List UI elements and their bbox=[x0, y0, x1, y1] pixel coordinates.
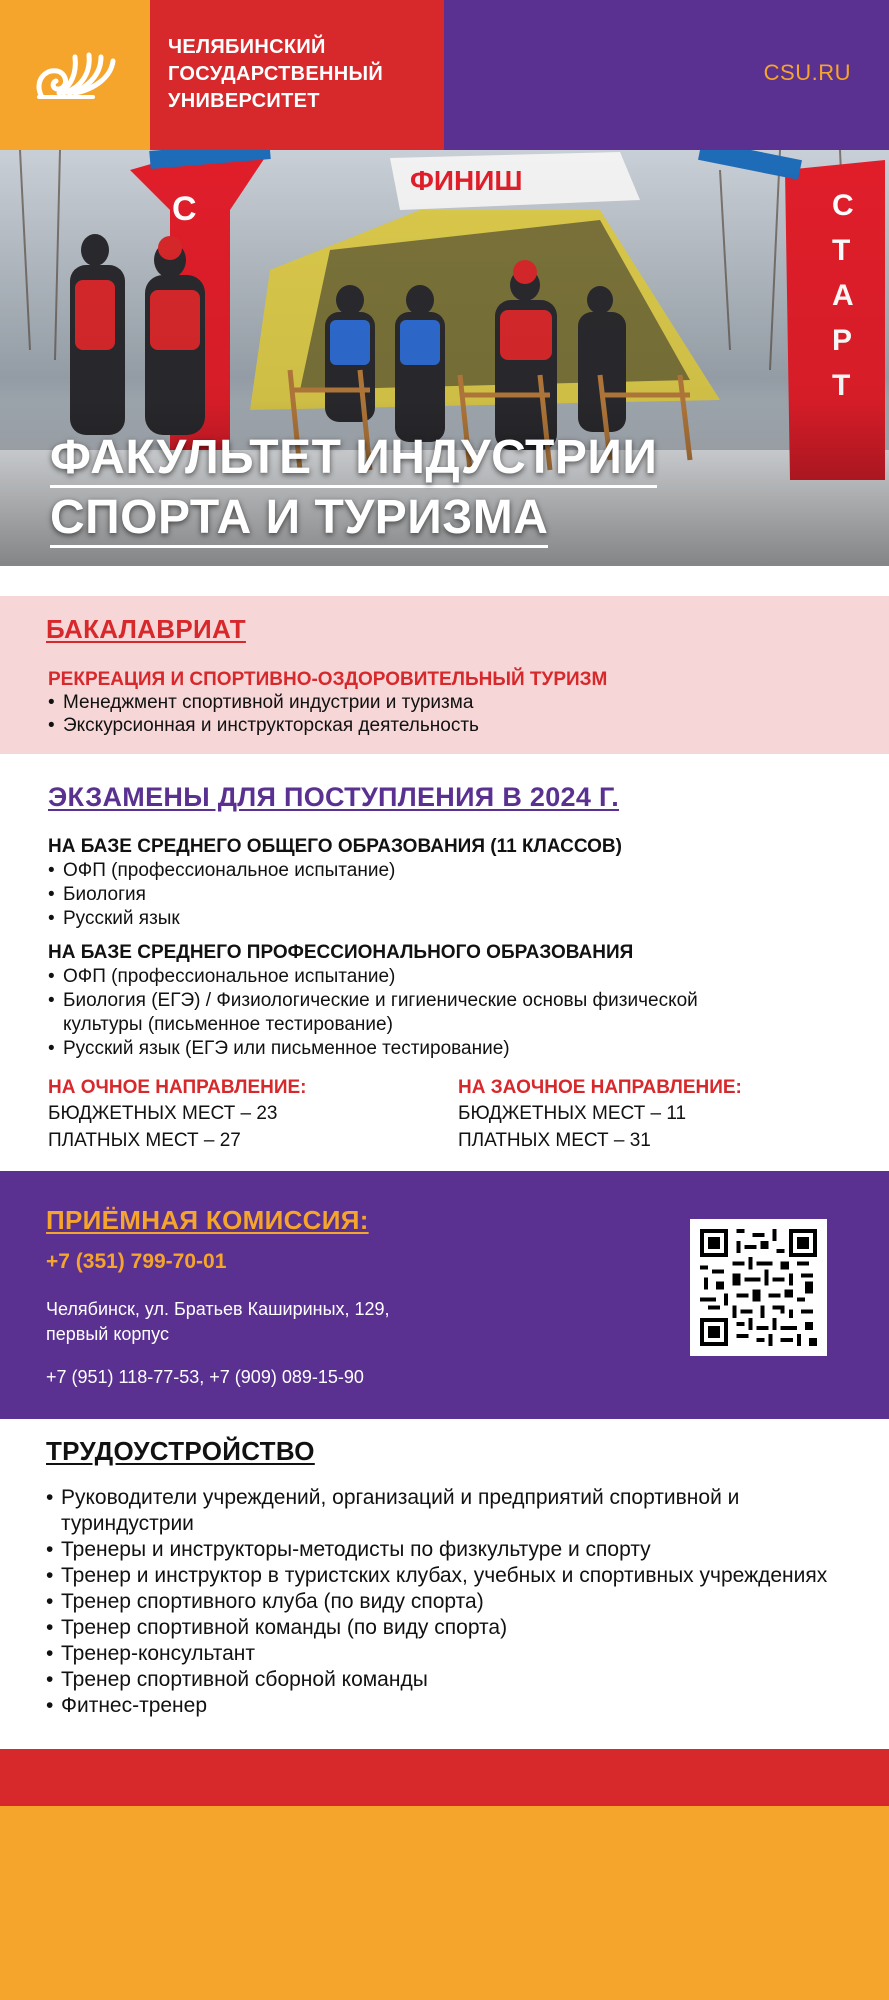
faculty-title-line: СПОРТА И ТУРИЗМА bbox=[50, 491, 548, 548]
fulltime-plan bbox=[48, 1076, 458, 1154]
list-item: • Тренер спортивного клуба (по виду спорта) bbox=[46, 1589, 866, 1615]
fulltime-budget: БЮДЖЕТНЫХ МЕСТ – 23 bbox=[48, 1103, 278, 1124]
list-item: • Тренер спортивной команды (по виду спорта) bbox=[46, 1615, 866, 1641]
employment-section bbox=[46, 1436, 866, 1719]
admission-phone-link[interactable]: +7 (351) 799-70-01 bbox=[46, 1250, 227, 1273]
parttime-budget: БЮДЖЕТНЫХ МЕСТ – 11 bbox=[458, 1103, 687, 1124]
admission-heading: ПРИЁМНАЯ КОМИССИЯ: bbox=[46, 1205, 369, 1235]
list-item: • Тренеры и инструкторы-методисты по физкультуре и спорту bbox=[46, 1537, 866, 1563]
faculty-title bbox=[50, 428, 657, 548]
program-profiles bbox=[48, 691, 889, 737]
address-line: первый корпус bbox=[46, 1324, 169, 1344]
site-link[interactable]: CSU.RU bbox=[763, 60, 851, 85]
header bbox=[0, 0, 889, 150]
logo-block bbox=[0, 0, 150, 150]
list-item: • Тренер и инструктор в туристских клубах, учебных и спортивных учреждениях bbox=[46, 1563, 866, 1589]
employment-heading: ТРУДОУСТРОЙСТВО bbox=[46, 1436, 315, 1466]
faculty-title-line: ФАКУЛЬТЕТ ИНДУСТРИИ bbox=[50, 431, 657, 488]
employment-list bbox=[46, 1485, 866, 1719]
bachelor-heading: БАКАЛАВРИАТ bbox=[46, 614, 246, 644]
admission-plans bbox=[48, 1076, 868, 1154]
list-item: • Биология (ЕГЭ) / Физиологические и гигиенические основы физической культуры (письменное тестирование) bbox=[48, 989, 728, 1037]
college-base-heading: НА БАЗЕ СРЕДНЕГО ПРОФЕССИОНАЛЬНОГО ОБРАЗОВАНИЯ bbox=[48, 942, 634, 963]
university-line: ГОСУДАРСТВЕННЫЙ bbox=[168, 63, 384, 85]
university-line: ЧЕЛЯБИНСКИЙ bbox=[168, 36, 326, 58]
list-item: • ОФП (профессиональное испытание) bbox=[48, 859, 868, 883]
fulltime-heading: НА ОЧНОЕ НАПРАВЛЕНИЕ: bbox=[48, 1077, 307, 1098]
school-base-heading: НА БАЗЕ СРЕДНЕГО ОБЩЕГО ОБРАЗОВАНИЯ (11 КЛАССОВ) bbox=[48, 836, 622, 857]
list-item: • Тренер спортивной сборной команды bbox=[46, 1667, 866, 1693]
list-item: • ОФП (профессиональное испытание) bbox=[48, 965, 868, 989]
parttime-paid: ПЛАТНЫХ МЕСТ – 31 bbox=[458, 1130, 651, 1151]
list-item: • Фитнес-тренер bbox=[46, 1693, 866, 1719]
admission-committee bbox=[0, 1171, 889, 1419]
list-item: • Русский язык bbox=[48, 907, 868, 931]
address-line: Челябинск, ул. Братьев Кашириных, 129, bbox=[46, 1299, 390, 1319]
exams-section bbox=[48, 782, 868, 1061]
extra-phones[interactable]: +7 (951) 118-77-53, +7 (909) 089-15-90 bbox=[46, 1367, 364, 1387]
school-exams-list bbox=[48, 859, 868, 931]
exams-heading: ЭКЗАМЕНЫ ДЛЯ ПОСТУПЛЕНИЯ В 2024 Г. bbox=[48, 782, 620, 812]
program-name: РЕКРЕАЦИЯ И СПОРТИВНО-ОЗДОРОВИТЕЛЬНЫЙ ТУРИЗМ bbox=[48, 669, 608, 690]
shell-logo-icon bbox=[33, 45, 117, 105]
footer-red-band bbox=[0, 1749, 889, 1806]
header-site-block bbox=[444, 0, 889, 150]
list-item: • Русский язык (ЕГЭ или письменное тестирование) bbox=[48, 1037, 868, 1061]
list-item: • Тренер-консультант bbox=[46, 1641, 866, 1667]
university-name bbox=[150, 0, 444, 150]
college-exams-list bbox=[48, 965, 868, 1061]
qr-code-icon[interactable] bbox=[690, 1219, 827, 1356]
university-line: УНИВЕРСИТЕТ bbox=[168, 90, 320, 112]
parttime-heading: НА ЗАОЧНОЕ НАПРАВЛЕНИЕ: bbox=[458, 1077, 742, 1098]
list-item: • Руководители учреждений, организаций и предприятий спортивной и туриндустрии bbox=[46, 1485, 746, 1537]
fulltime-paid: ПЛАТНЫХ МЕСТ – 27 bbox=[48, 1130, 241, 1151]
bachelor-section bbox=[0, 596, 889, 754]
footer-orange-band bbox=[0, 1806, 889, 2000]
list-item: • Биология bbox=[48, 883, 868, 907]
parttime-plan bbox=[458, 1076, 868, 1154]
admission-address bbox=[46, 1297, 390, 1347]
list-item: • Менеджмент спортивной индустрии и туризма bbox=[48, 691, 889, 714]
list-item: • Экскурсионная и инструкторская деятельность bbox=[48, 714, 889, 737]
hero-photo bbox=[0, 150, 889, 566]
